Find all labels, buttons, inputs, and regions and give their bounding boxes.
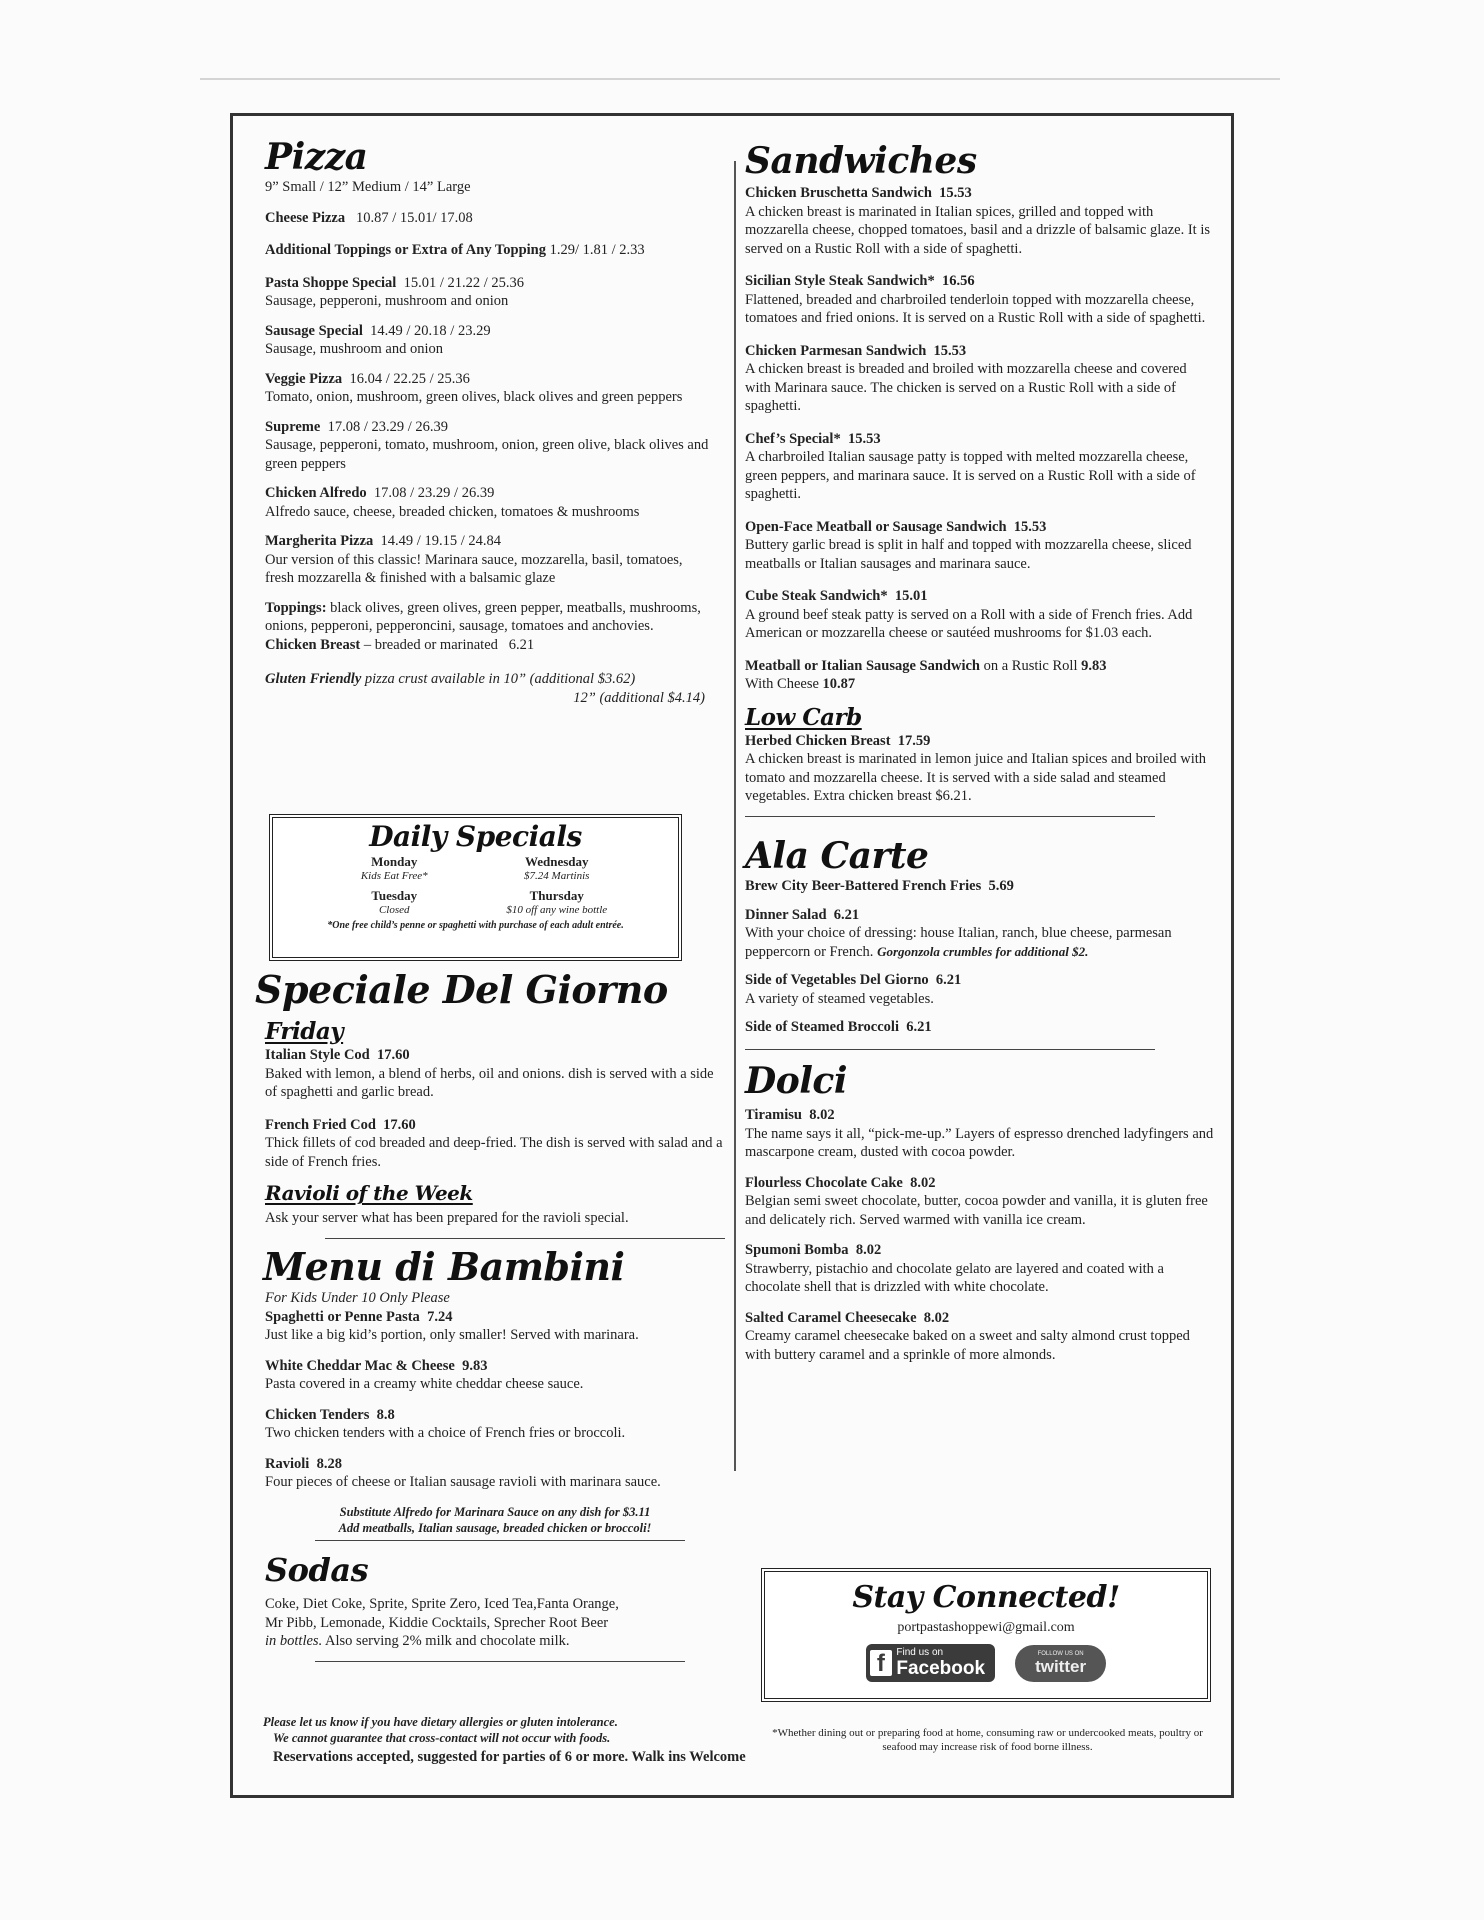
reservations-line: Reservations accepted, suggested for parties of 6 or more. Walk ins Welcome [273,1749,746,1765]
pizza-sizes: 9” Small / 12” Medium / 14” Large [265,179,471,195]
sodas-list [255,1595,725,1651]
item-price: 8.28 [316,1455,342,1472]
pizza-item [265,532,715,588]
social-row [765,1644,1207,1682]
pizza-item [265,322,715,359]
item-name: Ravioli [265,1455,310,1472]
item-desc: Sausage, pepperoni, tomato, mushroom, onion, green olive, black olives and green peppers [265,437,709,472]
dolci-heading: Dolci [745,1060,848,1102]
item-header [265,1116,725,1135]
item-name: Herbed Chicken Breast [745,732,891,749]
daily-wednesday [476,854,639,884]
sandwich-item [745,272,1215,328]
section-rule [325,1238,725,1240]
food-safety-warning: *Whether dining out or preparing food at home, consuming raw or undercooked meats, poultry or seafood may increase risk of food borne illness. [772,1727,1203,1753]
item-name: Tiramisu [745,1107,802,1123]
item-header [745,1106,1215,1125]
item-header [265,1357,725,1376]
day-deal: Closed [378,904,410,916]
item-desc: The name says it all, “pick-me-up.” Layers of espresso drenched ladyfingers and mascarpone cream, dusted with cocoa powder. [745,1125,1214,1160]
item-name: Flourless Chocolate Cake [745,1174,903,1191]
sandwich-item [745,342,1215,416]
daily-specials-grid [273,854,678,918]
daily-specials-box [269,814,682,961]
item-desc: Flattened, breaded and charbroiled tenderloin topped with mozzarella cheese, tomatoes and fried onions. It is served on a Rustic Roll with a side of spaghetti. [745,291,1206,326]
item-desc: Two chicken tenders with a choice of French fries or broccoli. [265,1425,626,1441]
item-desc: With your choice of dressing: house Italian, ranch, blue cheese, parmesan peppercorn or French. [745,925,1172,960]
item-name: Chicken Breast [265,636,361,653]
item-desc: Tomato, onion, mushroom, green olives, black olives and green peppers [265,389,683,405]
item-price: 8.02 [809,1107,835,1123]
cheese-pizza [265,209,715,228]
sodas-line: Coke, Diet Coke, Sprite, Sprite Zero, Iced Tea,Fanta Orange, [265,1596,619,1612]
item-price: 8.02 [855,1242,882,1258]
gluten-label: Gluten Friendly [265,671,362,687]
item-desc: Belgian semi sweet chocolate, butter, cocoa powder and vanilla, it is gluten free and delicately rich. Served warmed with vanilla ice cream. [745,1193,1208,1228]
daily-note: *One free child’s penne or spaghetti with purchase of each adult entrée. [327,920,624,931]
item-header [745,1174,1215,1193]
item-price: 16.04 / 22.25 / 25.36 [349,370,470,387]
item-price: 15.53 [939,185,972,201]
item-name: French Fried Cod [265,1116,376,1133]
chicken-breast-addon [265,636,715,655]
twitter-button[interactable] [1015,1645,1106,1682]
item-name: Chicken Alfredo [265,485,367,501]
item-name: Dinner Salad [745,906,827,923]
day-deal: $7.24 Martinis [524,870,590,882]
item-name: White Cheddar Mac & Cheese [265,1357,455,1374]
sandwich-item [745,518,1215,574]
item-header [265,274,715,293]
item-desc: Four pieces of cheese or Italian sausage ravioli with marinara sauce. [265,1474,661,1490]
lowcarb-heading: Low Carb [745,703,862,731]
item-name: Side of Vegetables Del Giorno [745,972,929,988]
item-desc: Baked with lemon, a blend of herbs, oil and onions. dish is served with a side of spaghetti and garlic bread. [265,1065,714,1100]
item-name: Cube Steak Sandwich* [745,588,888,604]
item-desc: A charbroiled Italian sausage patty is topped with melted mozzarella cheese, green peppers, and marinara sauce. It is served on a Rustic Roll with a side of spaghetti. [745,449,1196,502]
broccoli-side [745,1018,1215,1037]
item-price: 16.56 [942,273,975,289]
item-desc: A ground beef steak patty is served on a Roll with a side of French fries. Add American or mozzarella cheese or sautéed mushrooms for $1.03 each. [745,606,1193,641]
additional-toppings [265,241,715,260]
item-price: 1.29/ 1.81 / 2.33 [549,242,645,258]
allergy-line-1: Please let us know if you have dietary allergies or gluten intolerance. [263,1715,618,1729]
day-name: Wednesday [524,854,589,869]
toppings-label: Toppings: [265,599,327,616]
item-header [265,418,715,437]
daily-tuesday [313,888,476,918]
item-header [745,184,1215,203]
item-desc-note: Gorgonzola crumbles for additional $2. [877,943,1089,959]
item-price: 9.83 [462,1357,488,1374]
sodas-bottles: in bottles. [265,1633,323,1649]
item-name: Open-Face Meatball or Sausage Sandwich [745,518,1007,535]
item-name: Italian Style Cod [265,1047,370,1063]
item-desc: A chicken breast is marinated in lemon juice and Italian spices and broiled with tomato and mozzarella cheese. It is served with a side salad and steamed vegetables. Extra chicken breast $6.21. [745,751,1207,804]
item-price: 17.60 [383,1116,416,1133]
section-rule [315,1661,685,1663]
item-header [745,272,1215,291]
item-header [265,532,715,551]
item-desc: Our version of this classic! Marinara sauce, mozzarella, basil, tomatoes, fresh mozzarella & finished with a balsamic glaze [265,551,683,586]
item-name: Chicken Tenders [265,1406,370,1423]
bambini-note-2: Add meatballs, Italian sausage, breaded chicken or broccoli! [338,1520,652,1535]
item-price: 14.49 / 20.18 / 23.29 [370,322,491,339]
item-desc: Sausage, pepperoni, mushroom and onion [265,293,509,309]
item-price: 6.21 [935,972,962,988]
item-price: 8.02 [910,1174,936,1191]
bambini-item [265,1455,725,1492]
sodas-heading: Sodas [265,1551,369,1589]
left-column-lower [255,968,725,1670]
twitter-small-label: FOLLOW US ON [1037,1650,1084,1657]
section-rule [745,816,1155,818]
scan-top-edge [200,78,1280,80]
pizza-item [265,274,715,311]
item-price: 8.8 [376,1406,395,1423]
section-rule [745,1049,1155,1051]
gluten-note-12: 12” (additional $4.14) [573,689,705,706]
sandwich-item [745,587,1215,643]
daily-monday [313,854,476,884]
bambini-heading: Menu di Bambini [263,1244,625,1289]
alacarte-heading: Ala Carte [745,835,929,877]
item-header [265,1046,725,1065]
item-name: Additional Toppings or Extra of Any Topping [265,242,546,258]
item-price: 6.21 [508,636,535,653]
sandwich-item [745,430,1215,504]
item-price: 14.49 / 19.15 / 24.84 [380,533,501,549]
item-desc: Sausage, mushroom and onion [265,341,444,357]
bambini-note-1: Substitute Alfredo for Marinara Sauce on any dish for $3.11 [339,1504,651,1519]
dolci-item [745,1174,1215,1230]
right-column [745,140,1215,1376]
bambini-item [265,1406,725,1443]
item-name: Chicken Parmesan Sandwich [745,342,927,359]
item-name: Cheese Pizza [265,209,346,226]
item-name: Meatball or Italian Sausage Sandwich [745,657,980,674]
item-price: 6.21 [833,906,860,923]
vegetables-side [745,971,1215,1008]
daily-specials-heading: Daily Specials [369,820,582,853]
day-name: Tuesday [371,888,418,903]
giorno-item-list [265,1046,725,1171]
item-price: 17.08 / 23.29 / 26.39 [373,485,495,501]
item-price: 10.87 [822,676,856,692]
item-name: Sausage Special [265,322,363,339]
bambini-subtitle: For Kids Under 10 Only Please [265,1290,450,1306]
dinner-salad [745,906,1215,962]
item-name: Chicken Bruschetta Sandwich [745,185,932,201]
sandwiches-heading: Sandwiches [745,140,977,182]
item-desc: Pasta covered in a creamy white cheddar cheese sauce. [265,1376,584,1392]
item-name: Pasta Shoppe Special [265,274,397,291]
item-name: Spaghetti or Penne Pasta [265,1308,420,1325]
item-price: 17.08 / 23.29 / 26.39 [327,418,449,435]
pizza-item [265,484,715,521]
sodas-milk: Also serving 2% milk and chocolate milk. [322,1633,570,1649]
item-desc: A chicken breast is breaded and broiled with mozzarella cheese and covered with Marinara sauce. The chicken is served on a Rustic Roll with a side of spaghetti. [745,361,1187,414]
gluten-note [265,670,715,689]
item-price: 8.02 [923,1309,950,1326]
contact-email[interactable]: portpastashoppewi@gmail.com [897,1620,1075,1635]
item-header [265,1406,725,1425]
sodas-line [265,1632,725,1651]
allergy-line-2: We cannot guarantee that cross-contact will not occur with foods. [273,1731,611,1745]
section-rule [315,1540,685,1542]
item-price: 15.53 [1013,518,1047,535]
item-price: 10.87 / 15.01/ 17.08 [356,209,473,226]
item-desc: Strawberry, pistachio and chocolate gelato are layered and coated with a chocolate shell that is drizzled with white chocolate. [745,1260,1164,1295]
item-price: 15.01 / 21.22 / 25.36 [403,274,525,291]
ravioli-desc: Ask your server what has been prepared for the ravioli special. [265,1210,629,1226]
pizza-item [265,370,715,407]
pizza-heading: Pizza [265,136,368,178]
item-desc: Just like a big kid’s portion, only smaller! Served with marinara. [265,1327,639,1343]
twitter-label: twitter [1035,1656,1087,1676]
item-desc: A chicken breast is marinated in Italian spices, grilled and topped with mozzarella cheese, chopped tomatoes, basil and a drizzle of balsamic glaze. It is served on a Rustic Roll with a side of spaghetti. [745,203,1211,257]
dolci-item [745,1241,1215,1297]
bambini-body [255,1289,725,1541]
item-price: 17.60 [377,1047,410,1063]
item-name: Spumoni Bomba [745,1242,849,1258]
menu-frame [230,113,1234,1798]
item-price: 15.53 [847,430,881,447]
item-header [265,370,715,389]
herbed-chicken [745,732,1215,806]
giorno-heading: Speciale Del Giorno [255,967,668,1012]
meatball-sandwich [745,657,1215,694]
item-desc: A variety of steamed vegetables. [745,990,934,1007]
item-header [745,1309,1215,1328]
item-price: 6.21 [906,1019,932,1035]
day-name: Monday [371,854,418,869]
item-desc: Buttery garlic bread is split in half and topped with mozzarella cheese, sliced meatballs or Italian sausages and marinara sauce. [745,537,1192,572]
sandwich-item [745,184,1215,258]
item-header [745,430,1215,449]
item-header [745,342,1215,361]
day-deal: Kids Eat Free* [360,870,428,882]
item-name: Veggie Pizza [265,370,343,387]
item-name: Brew City Beer-Battered French Fries [745,878,982,894]
giorno-item [265,1116,725,1172]
item-desc: Creamy caramel cheesecake baked on a sweet and salty almond crust topped with buttery caramel and a sprinkle of more almonds. [745,1328,1190,1363]
item-name: Side of Steamed Broccoli [745,1019,899,1035]
item-price: 7.24 [427,1308,453,1325]
item-desc: – breaded or marinated [363,636,498,653]
item-header [265,1455,725,1474]
stay-connected-box [761,1568,1211,1702]
ravioli-heading: Ravioli of the Week [265,1181,473,1205]
toppings-text: black olives, green olives, green pepper, meatballs, mushrooms, onions, pepperoni, pepperoncini, sausage, tomatoes and anchovies. [265,599,701,634]
pizza-item [265,418,715,474]
item-price: 15.01 [894,588,928,604]
item-name: Supreme [265,418,321,435]
item-price: 15.53 [933,342,967,359]
facebook-small-label: Find us on [896,1647,944,1658]
item-header [745,1241,1215,1260]
column-divider [734,161,736,1471]
item-name: Chef’s Special* [745,430,841,447]
item-header [265,322,715,341]
item-name: Salted Caramel Cheesecake [745,1309,917,1326]
item-desc: With Cheese [745,676,823,692]
item-header [265,1308,725,1327]
toppings-list [265,599,715,636]
left-column [265,136,715,717]
facebook-button[interactable] [866,1644,995,1682]
facebook-icon: f [870,1650,892,1676]
item-header [745,518,1215,537]
item-name: Margherita Pizza [265,533,374,549]
facebook-label: Facebook [896,1658,986,1679]
stay-connected-heading: Stay Connected! [852,1580,1120,1615]
item-desc: Alfredo sauce, cheese, breaded chicken, tomatoes & mushrooms [265,503,640,520]
item-desc: Thick fillets of cod breaded and deep-fried. The dish is served with salad and a side of French fries. [265,1135,723,1170]
dolci-item [745,1309,1215,1365]
item-name: Sicilian Style Steak Sandwich* [745,273,935,289]
item-price: 9.83 [1081,657,1107,674]
dolci-item-list [745,1106,1215,1364]
facebook-text [896,1647,985,1679]
item-price: 17.59 [897,732,931,749]
friday-heading: Friday [265,1018,344,1045]
bambini-item-list [265,1308,725,1492]
bambini-item [265,1308,725,1345]
item-price: 5.69 [988,878,1014,894]
item-header [745,587,1215,606]
giorno-item [265,1046,725,1102]
item-desc: on a Rustic Roll [980,657,1082,674]
bambini-item [265,1357,725,1394]
dolci-item [745,1106,1215,1162]
pizza-item-list [265,274,715,588]
sodas-line: Mr Pibb, Lemonade, Kiddie Cocktails, Sprecher Root Beer [265,1614,609,1631]
daily-thursday [476,888,639,918]
day-deal: $10 off any wine bottle [506,904,608,916]
day-name: Thursday [529,888,584,903]
giorno-body [255,1018,725,1239]
item-header [265,484,715,503]
french-fries [745,877,1215,896]
sandwich-item-list [745,184,1215,643]
gluten-text: pizza crust available in 10” (additional $3.62) [361,671,636,687]
